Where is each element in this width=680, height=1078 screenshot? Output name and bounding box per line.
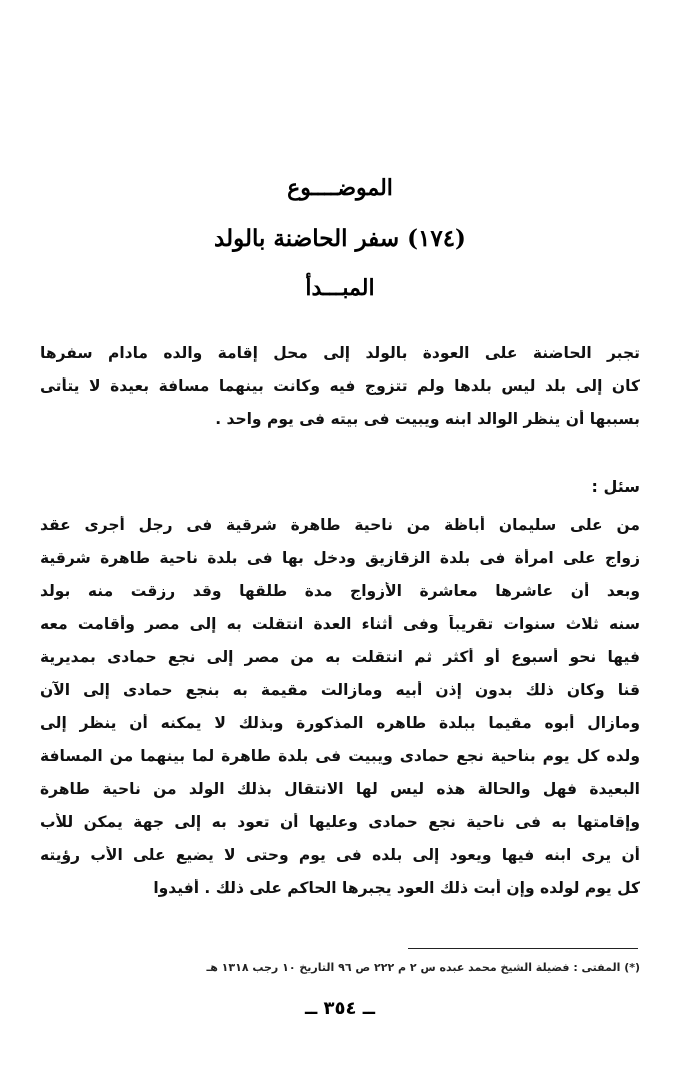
principle-line: بسببها أن ينظر الوالد ابنه ويبيت فى بيته فى يوم واحد . [215, 410, 640, 428]
question-line: قنا وكان ذلك بدون إذن أبيه ومازالت مقيمة به بنجع حمادى إلى الآن [40, 681, 640, 699]
footnote-divider [408, 948, 638, 949]
question-line: من على سليمان أباظة من ناحية طاهرة شرقية فى رجل أجرى عقد [40, 516, 640, 534]
question-line: سنه ثلاث سنوات تقريباً وفى أثناء العدة انتقلت به إلى مصر وأقامت معه [40, 615, 640, 633]
question-line: أن يرى ابنه فيها ويعود إلى بلده فى يوم وحتى لا يضيع على الأب رؤيته [40, 846, 640, 864]
page-number: ــ ٣٥٤ ــ [304, 998, 376, 1019]
footnote: (*) المفتى : فضيلة الشيخ محمد عبده س ٢ م ٢٢٢ ص ٩٦ التاريخ ١٠ رجب ١٣١٨ هـ [206, 961, 640, 974]
principle-line: كان إلى بلد ليس بلدها ولم تتزوج فيه وكانت بينهما مسافة بعيدة لا يتأتى [40, 377, 640, 395]
question-line: كل يوم لولده وإن أبت ذلك العود يجبرها الحاكم على ذلك . أفيدوا [153, 879, 640, 897]
topic-heading: الموضــــوع [287, 175, 393, 201]
principle-heading: المبـــدأ [305, 275, 375, 301]
question-line: زواج على امرأة فى بلدة الزقازيق ودخل بها فى بلدة ناحية طاهرة شرقية [40, 549, 640, 567]
question-line: وإقامتها به فى ناحية نجع حمادى وعليها أن تعود به إلى جهة يمكن للأب [40, 813, 640, 831]
question-line: فيها نحو أسبوع أو أكثر ثم انتقلت به من مصر إلى نجع حمادى بمديرية [40, 648, 640, 666]
question-line: ولده كل يوم بناحية نجع حمادى ويبيت فى بلدة طاهرة لما بينهما من المسافة [40, 747, 640, 765]
question-line: وبعد أن عاشرها معاشرة الأزواج مدة طلقها وقد رزقت منه بولد [40, 582, 640, 600]
question-label: سئل : [591, 477, 640, 496]
question-line: البعيدة فهل والحالة هذه ليس لها الانتقال بذلك الولد من ناحية طاهرة [40, 780, 640, 798]
fatwa-title: (١٧٤) سفر الحاضنة بالولد [214, 225, 466, 252]
principle-line: تجبر الحاضنة على العودة بالولد إلى محل إقامة والده مادام سفرها [40, 344, 640, 362]
question-line: ومازال أبوه مقيما ببلدة طاهره المذكورة وبذلك لا يمكنه أن ينظر إلى [40, 714, 640, 732]
